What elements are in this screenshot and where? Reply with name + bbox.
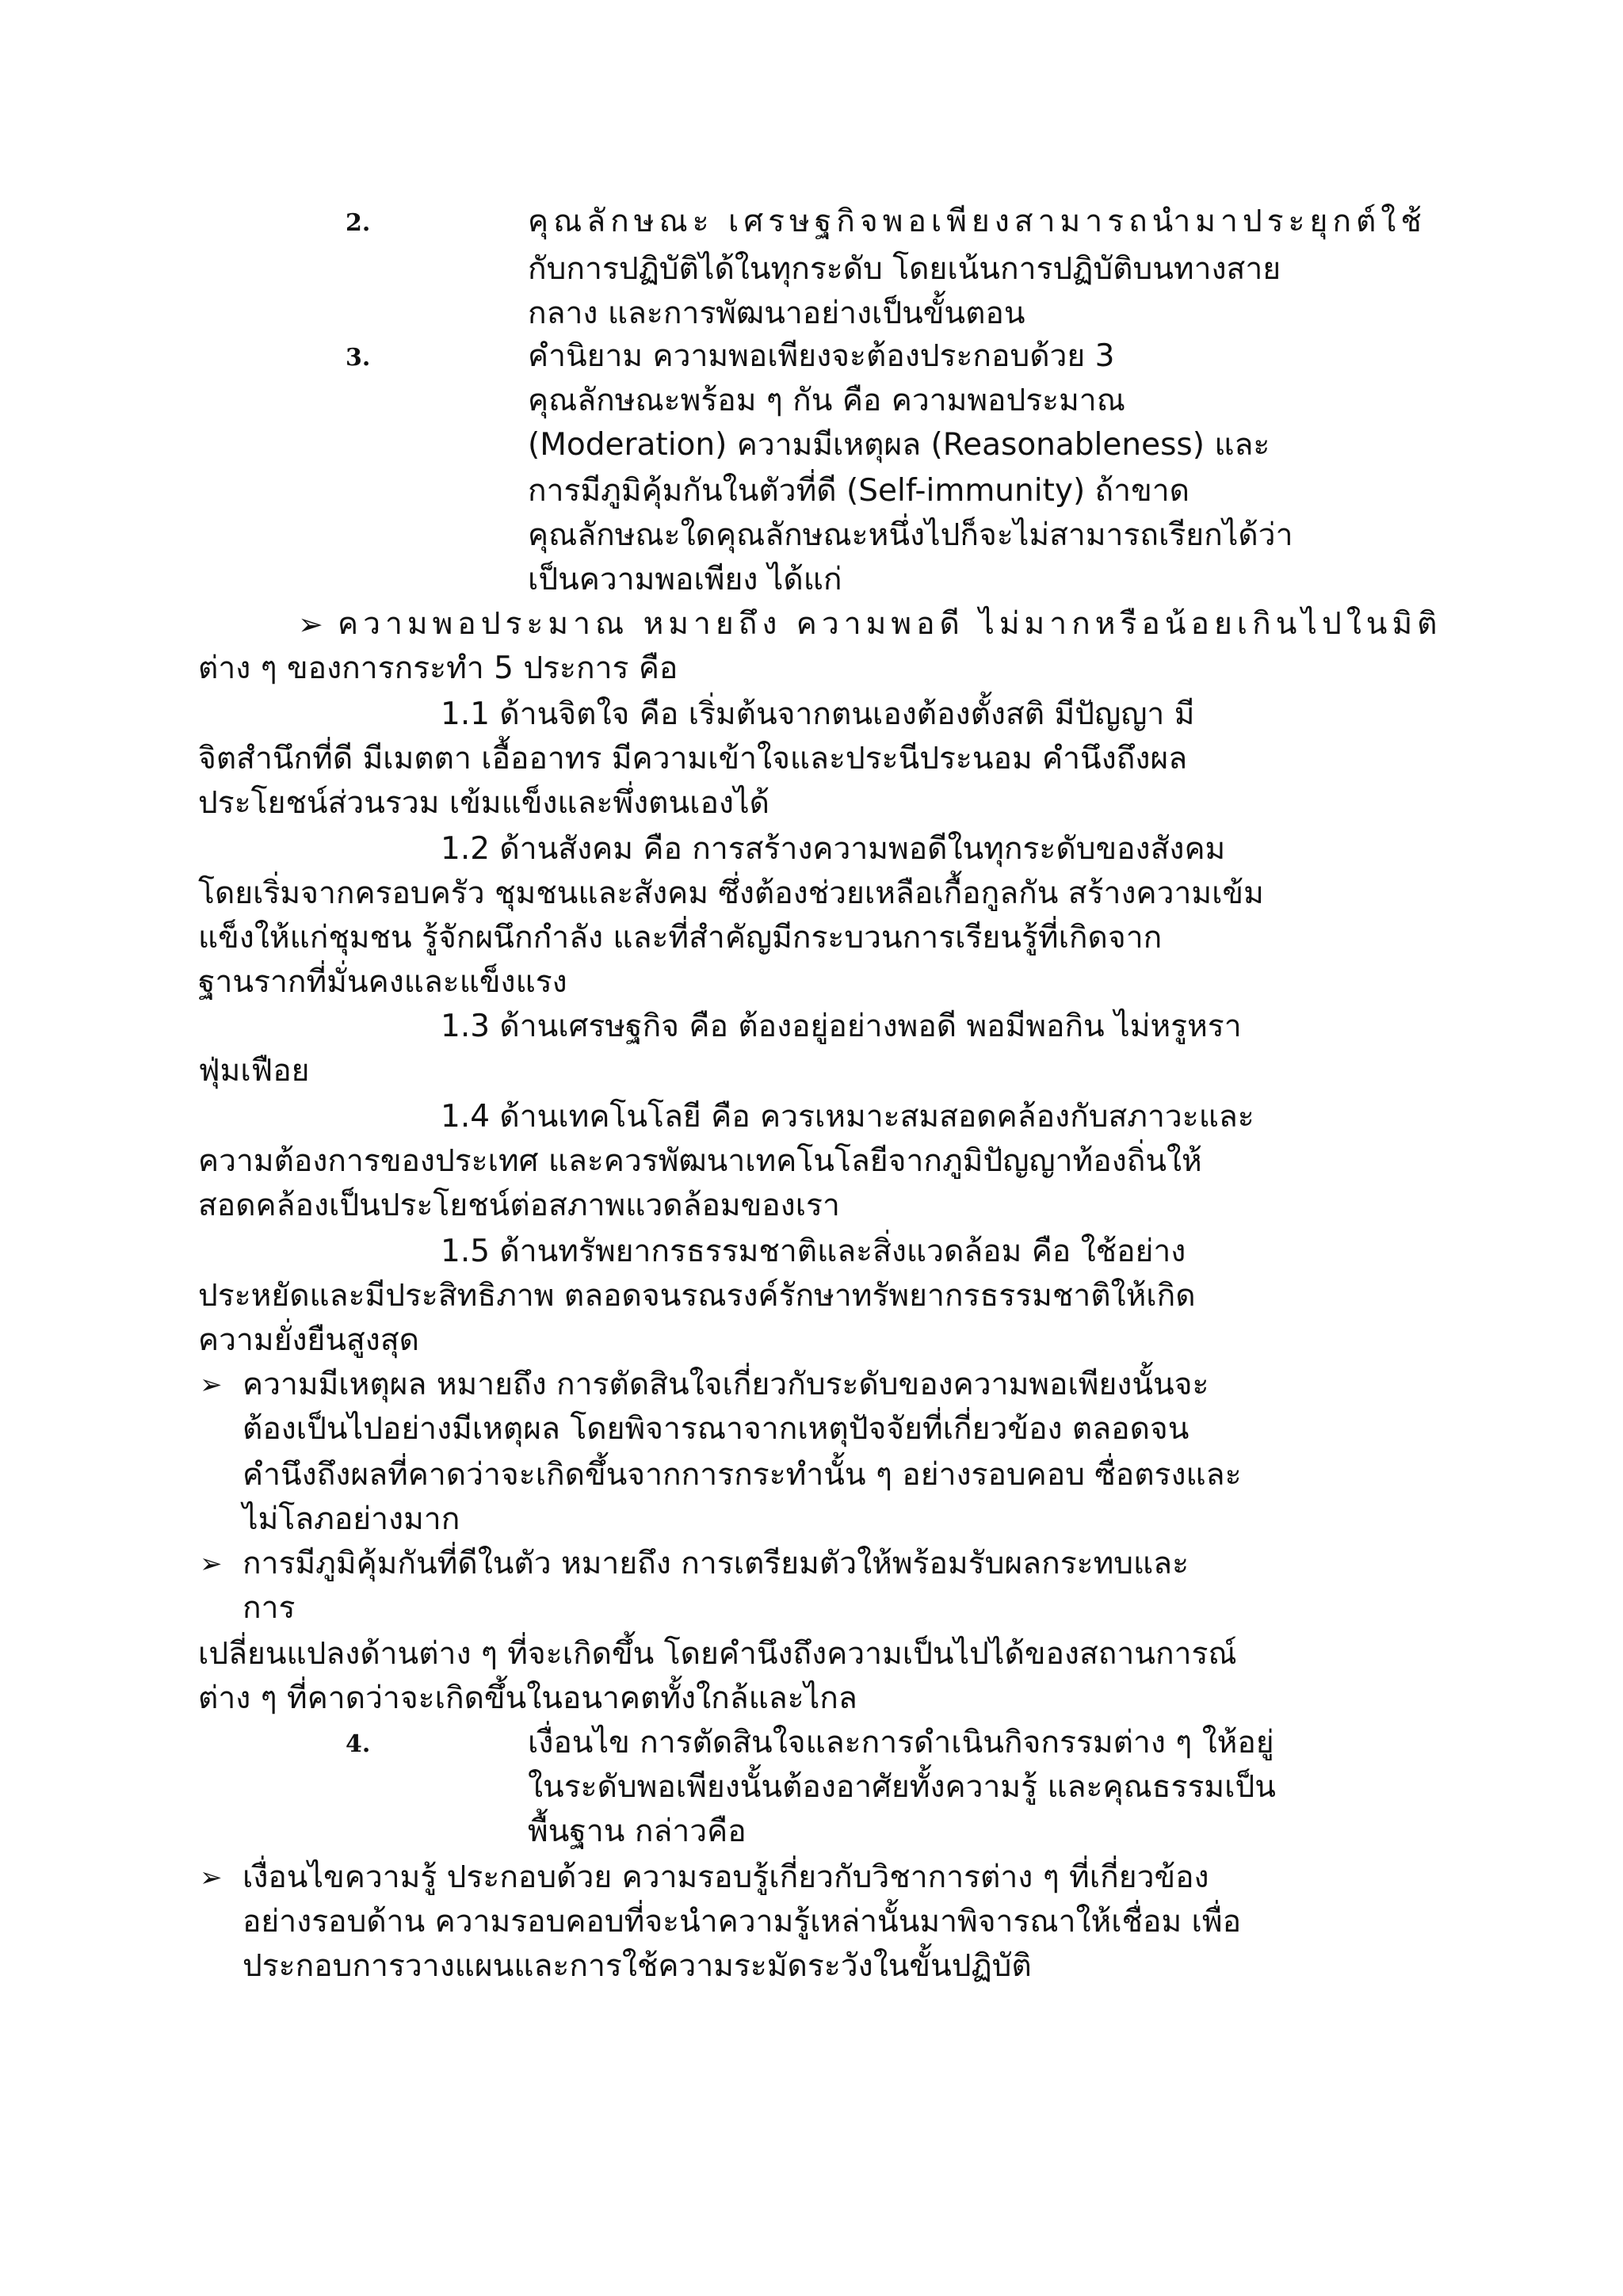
arrow-bullet-icon: ➢ <box>298 607 323 642</box>
arrowhead-bullet-icon: ➢ <box>200 1548 223 1580</box>
reasonableness-line: ไม่โลภอย่างมาก <box>242 1501 460 1537</box>
section-3-line: คุณลักษณะพร้อม ๆ กัน คือ ความพอประมาณ <box>528 383 1125 418</box>
reasonableness-line: ความมีเหตุผล หมายถึง การตัดสินใจเกี่ยวกับระดับของความพอเพียงนั้นจะ <box>242 1367 1209 1402</box>
moderation-line: ต่าง ๆ ของการกระทำ 5 ประการ คือ <box>198 650 678 686</box>
section-3-line: (Moderation) ความมีเหตุผล (Reasonableness) และ <box>528 427 1270 463</box>
immunity-line: การมีภูมิคุ้มกันที่ดีในตัว หมายถึง การเตรียมตัวให้พร้อมรับผลกระทบและ <box>242 1546 1190 1581</box>
section-number: 3. <box>346 344 371 372</box>
moderation-line: ความพอประมาณ หมายถึง ความพอดี ไม่มากหรือน้อยเกินไปในมิติ <box>338 606 1442 642</box>
item-line: ความต้องการของประเทศ และควรพัฒนาเทคโนโลยีจากภูมิปัญญาท้องถิ่นให้ <box>198 1143 1202 1179</box>
section-4-line: เงื่อนไข การตัดสินใจและการดำเนินกิจกรรมต่าง ๆ ให้อยู่ <box>528 1725 1274 1760</box>
item-line: ประหยัดและมีประสิทธิภาพ ตลอดจนรณรงค์รักษาทรัพยากรธรรมชาติให้เกิด <box>198 1278 1196 1314</box>
knowledge-line: ประกอบการวางแผนและการใช้ความระมัดระวังในขั้นปฏิบัติ <box>242 1948 1032 1984</box>
reasonableness-line: คำนึงถึงผลที่คาดว่าจะเกิดขึ้นจากการกระทำนั้น ๆ อย่างรอบคอบ ซื่อตรงและ <box>242 1457 1242 1493</box>
section-4-line: พื้นฐาน กล่าวคือ <box>528 1814 747 1849</box>
section-number: 2. <box>346 209 371 237</box>
item-line: ฐานรากที่มั่นคงและแข็งแรง <box>198 964 567 1000</box>
item-line: ฟุ่มเฟือย <box>198 1053 310 1089</box>
section-2-line: คุณลักษณะ เศรษฐกิจพอเพียงสามารถนำมาประยุกต์ใช้ <box>528 204 1426 239</box>
arrowhead-bullet-icon: ➢ <box>200 1369 223 1401</box>
knowledge-line: อย่างรอบด้าน ความรอบคอบที่จะนำความรู้เหล่านั้นมาพิจารณาให้เชื่อม เพื่อ <box>242 1904 1242 1939</box>
immunity-continuation-line: เปลี่ยนแปลงด้านต่าง ๆ ที่จะเกิดขึ้น โดยคำนึงถึงความเป็นไปได้ของสถานการณ์ <box>198 1636 1237 1672</box>
section-4-line: ในระดับพอเพียงนั้นต้องอาศัยทั้งความรู้ และคุณธรรมเป็น <box>528 1769 1276 1805</box>
section-number: 4. <box>346 1730 371 1758</box>
item-line: โดยเริ่มจากครอบครัว ชุมชนและสังคม ซึ่งต้องช่วยเหลือเกื้อกูลกัน สร้างความเข้ม <box>198 875 1264 911</box>
section-3-line: เป็นความพอเพียง ได้แก่ <box>528 562 842 597</box>
item-line: ความยั่งยืนสูงสุด <box>198 1322 419 1358</box>
item-first-line: 1.4 ด้านเทคโนโลยี คือ ควรเหมาะสมสอดคล้องกับสภาวะและ <box>441 1099 1254 1135</box>
section-3-line: คำนิยาม ความพอเพียงจะต้องประกอบด้วย 3 <box>528 338 1115 374</box>
item-first-line: 1.1 ด้านจิตใจ คือ เริ่มต้นจากตนเองต้องตั้งสติ มีปัญญา มี <box>441 696 1195 732</box>
knowledge-line: เงื่อนไขความรู้ ประกอบด้วย ความรอบรู้เกี่ยวกับวิชาการต่าง ๆ ที่เกี่ยวข้อง <box>242 1859 1209 1895</box>
item-line: สอดคล้องเป็นประโยชน์ต่อสภาพแวดล้อมของเรา <box>198 1188 840 1223</box>
item-first-line: 1.3 ด้านเศรษฐกิจ คือ ต้องอยู่อย่างพอดี พอมีพอกิน ไม่หรูหรา <box>441 1009 1242 1044</box>
section-3-line: การมีภูมิคุ้มกันในตัวที่ดี (Self-immunity) ถ้าขาด <box>528 473 1190 509</box>
section-2-line: กับการปฏิบัติได้ในทุกระดับ โดยเน้นการปฏิบัติบนทางสาย <box>528 251 1281 287</box>
reasonableness-line: ต้องเป็นไปอย่างมีเหตุผล โดยพิจารณาจากเหตุปัจจัยที่เกี่ยวข้อง ตลอดจน <box>242 1411 1190 1447</box>
immunity-continuation-line: ต่าง ๆ ที่คาดว่าจะเกิดขึ้นในอนาคตทั้งใกล้และไกล <box>198 1680 857 1716</box>
item-line: แข็งให้แก่ชุมชน รู้จักผนึกกำลัง และที่สำคัญมีกระบวนการเรียนรู้ที่เกิดจาก <box>198 920 1163 955</box>
arrowhead-bullet-icon: ➢ <box>200 1862 223 1894</box>
item-line: ประโยชน์ส่วนรวม เข้มแข็งและพึ่งตนเองได้ <box>198 785 769 821</box>
section-2-line: กลาง และการพัฒนาอย่างเป็นขั้นตอน <box>528 296 1025 331</box>
item-first-line: 1.5 ด้านทรัพยากรธรรมชาติและสิ่งแวดล้อม คือ ใช้อย่าง <box>441 1234 1186 1269</box>
immunity-line: การ <box>242 1590 296 1626</box>
item-line: จิตสำนึกที่ดี มีเมตตา เอื้ออาทร มีความเข้าใจและประนีประนอม คำนึงถึงผล <box>198 741 1188 776</box>
item-first-line: 1.2 ด้านสังคม คือ การสร้างความพอดีในทุกระดับของสังคม <box>441 831 1226 867</box>
section-3-line: คุณลักษณะใดคุณลักษณะหนึ่งไปก็จะไม่สามารถเรียกได้ว่า <box>528 517 1293 553</box>
